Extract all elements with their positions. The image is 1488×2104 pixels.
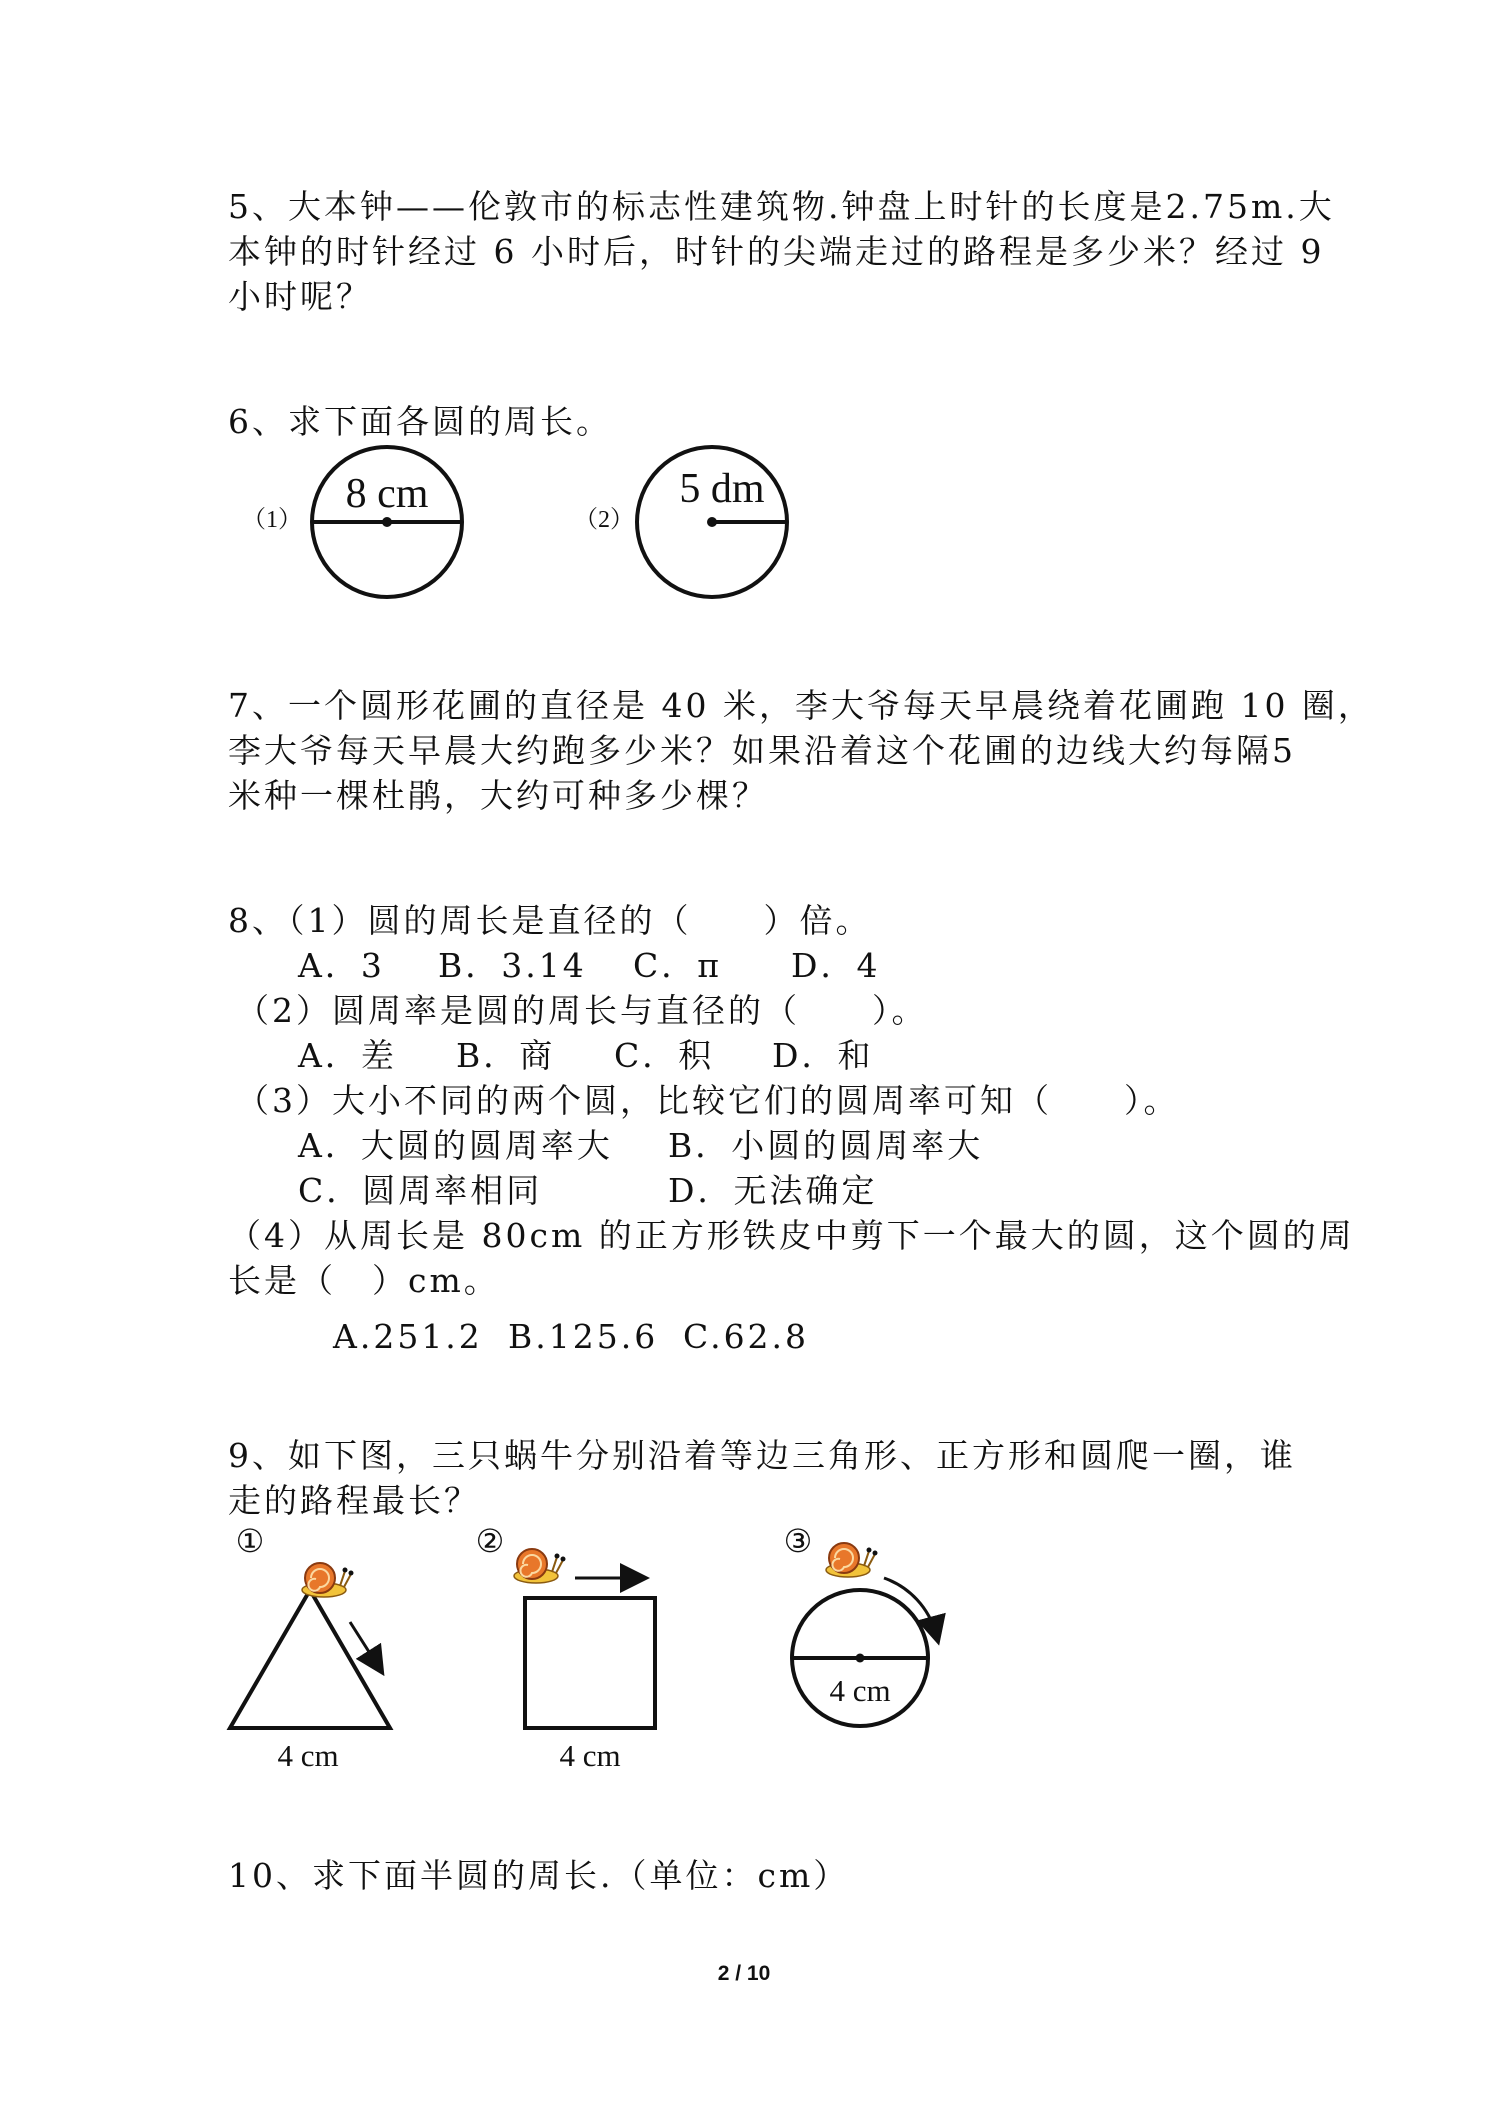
q9-line-2: 走的路程最长？	[228, 1481, 480, 1520]
q8-p3-option-a: A．大圆的圆周率大	[298, 1126, 613, 1165]
q7-line-3: 米种一棵杜鹃，大约可种多少棵？	[228, 776, 768, 815]
q8-p3-option-b: B．小圆的圆周率大	[668, 1126, 984, 1165]
q9-fig1-label: ①	[235, 1523, 265, 1559]
snail-icon-1	[302, 1563, 354, 1597]
q6-circles-figure	[232, 440, 812, 610]
q8-p2-option-d: D．和	[772, 1036, 874, 1075]
q9-snails-figure	[220, 1522, 960, 1772]
q9-fig3-label: ③	[783, 1523, 813, 1559]
q5-line-2: 本钟的时针经过 6 小时后，时针的尖端走过的路程是多少米？经过 9	[228, 232, 1325, 271]
q6-title: 6、求下面各圆的周长。	[228, 402, 612, 441]
q8-part3-options-row1	[298, 1123, 983, 1169]
q8-p4-option-c: C.62.8	[683, 1317, 810, 1356]
q8-p2-option-b: B．商	[456, 1036, 556, 1075]
q8-p2-option-a: A．差	[298, 1036, 397, 1075]
q6-fig2-label: （2）	[574, 507, 634, 533]
q6-center-dot-2	[707, 517, 717, 527]
q9-fig2-label: ②	[475, 1523, 505, 1559]
q8-p3-option-d: D．无法确定	[668, 1171, 878, 1210]
q7-line-1: 7、一个圆形花圃的直径是 40 米，李大爷每天早晨绕着花圃跑 10 圈，	[228, 686, 1374, 725]
q9-circle-center	[856, 1654, 865, 1663]
q8-p2-option-c: C．积	[614, 1036, 715, 1075]
q8-p4-option-a: A.251.2	[333, 1317, 483, 1356]
q8-part4-options	[333, 1314, 809, 1360]
snail-icon-3	[826, 1543, 878, 1577]
q8-p3-option-c: C．圆周率相同	[298, 1171, 543, 1210]
q8-part2-options	[298, 1033, 873, 1079]
snail-icon-2	[514, 1549, 566, 1583]
q8-part3: （3）大小不同的两个圆，比较它们的圆周率可知（ ）。	[236, 1081, 1180, 1120]
q9-arrow-1	[350, 1622, 378, 1666]
q8-p4-option-b: B.125.6	[508, 1317, 659, 1356]
q9-line-1: 9、如下图，三只蜗牛分别沿着等边三角形、正方形和圆爬一圈，谁	[228, 1436, 1296, 1475]
q8-part1-options	[298, 943, 880, 989]
q9-triangle	[230, 1590, 390, 1728]
q7-line-2: 李大爷每天早晨大约跑多少米？如果沿着这个花圃的边线大约每隔5	[228, 731, 1296, 770]
q8-part4-line1: （4）从周长是 80cm 的正方形铁皮中剪下一个最大的圆，这个圆的周	[228, 1216, 1355, 1255]
q8-p1-option-b: B．3.14	[438, 946, 587, 985]
q6-center-dot-1	[382, 517, 392, 527]
q6-fig1-value: 8 cm	[345, 471, 429, 517]
q6-fig1-label: （1）	[242, 507, 302, 533]
page-number: 2 / 10	[717, 1962, 771, 1985]
q8-part3-options-row2	[298, 1168, 877, 1214]
q8-p1-option-d: D．4	[791, 946, 881, 985]
q8-p1-option-c: C．π	[633, 946, 722, 985]
q9-fig1-value: 4 cm	[277, 1738, 339, 1772]
q5-line-1: 5、大本钟——伦敦市的标志性建筑物.钟盘上时针的长度是2.75m.大	[228, 187, 1335, 226]
q10-title: 10、求下面半圆的周长.（单位：cm）	[228, 1856, 850, 1895]
q8-part1: 8、（1）圆的周长是直径的（ ）倍。	[228, 901, 872, 940]
q8-p1-option-a: A．3	[298, 946, 385, 985]
q9-square	[525, 1598, 655, 1728]
q8-part4-line2: 长是（ ）cm。	[228, 1261, 500, 1300]
q8-part2: （2）圆周率是圆的周长与直径的（ ）。	[236, 991, 928, 1030]
q9-fig2-value: 4 cm	[559, 1738, 621, 1772]
q9-fig3-value: 4 cm	[829, 1673, 891, 1708]
q9-arrow-3	[884, 1578, 936, 1634]
q5-line-3: 小时呢？	[228, 277, 372, 316]
q6-fig2-value: 5 dm	[679, 466, 765, 512]
